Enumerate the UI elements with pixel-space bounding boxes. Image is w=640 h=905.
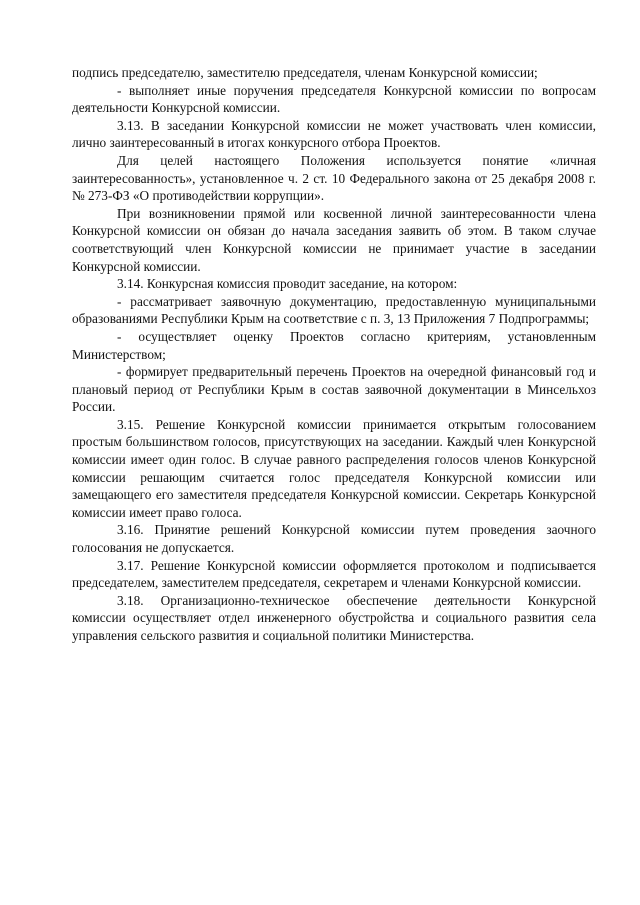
paragraph-3-14: 3.14. Конкурсная комиссия проводит заседание, на котором: xyxy=(117,276,458,292)
list-item-form-list: - формирует предварительный перечень Проектов на очередной финансовый год и плановый период от Республики Крым в состав заявочной документации в Минсельхоз России. xyxy=(72,364,596,415)
paragraph-3-17: 3.17. Решение Конкурсной комиссии оформляется протоколом и подписывается председателем, заместителем председателя, секретарем и членами Конкурсной комиссии. xyxy=(72,557,596,591)
paragraph-signature-duty: подпись председателю, заместителю председателя, членам Конкурсной комиссии; xyxy=(72,65,538,80)
list-item-review-documents: - рассматривает заявочную документацию, предоставленную муниципальными образованиями Республики Крым на соответствие с п. 3, 13 Приложения 7 Подпрограммы; xyxy=(72,293,596,327)
paragraph-3-15: 3.15. Решение Конкурсной комиссии принимается открытым голосованием простым большинством голосов, присутствующих на заседании. Каждый член Конкурсной комиссии имеет один голос. В случае равного распределения голосов членов Конкурсной комиссии решающим считается голос председателя Конкурсной комиссии или замещающего его заместителя председателя Конкурсной комиссии. Секретарь Конкурсной комиссии имеет право голоса. xyxy=(72,416,596,520)
paragraph-interest-declaration: При возникновении прямой или косвенной личной заинтересованности члена Конкурсной комиссии он обязан до начала заседания заявить об этом. В таком случае соответствующий член Конкурсной комиссии не принимает участие в заседании Конкурсной комиссии. xyxy=(72,205,596,274)
paragraph-other-duties: - выполняет иные поручения председателя Конкурсной комиссии по вопросам деятельности Конкурсной комиссии. xyxy=(72,82,596,116)
paragraph-interest-definition: Для целей настоящего Положения используется понятие «личная заинтересованность», установленное ч. 2 ст. 10 Федерального закона от 25 декабря 2008 г. № 273-ФЗ «О противодействии коррупции». xyxy=(72,152,596,204)
paragraph-3-18: 3.18. Организационно-техническое обеспечение деятельности Конкурсной комиссии осуществляет отдел инженерного обустройства и социального развития села управления сельского развития и социальной политики Министерства. xyxy=(72,592,596,643)
paragraph-3-16: 3.16. Принятие решений Конкурсной комиссии путем проведения заочного голосования не допускается. xyxy=(72,522,596,556)
document-page xyxy=(72,64,596,645)
paragraph-3-13: 3.13. В заседании Конкурсной комиссии не может участвовать член комиссии, лично заинтересованный в итогах конкурсного отбора Проектов. xyxy=(72,117,596,151)
list-item-evaluate-projects: - осуществляет оценку Проектов согласно критериям, установленным Министерством; xyxy=(72,328,596,362)
